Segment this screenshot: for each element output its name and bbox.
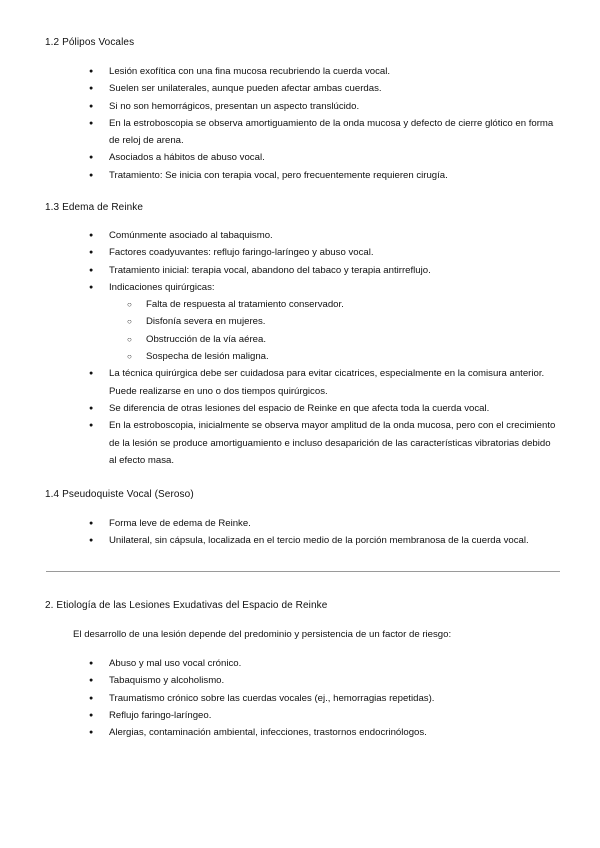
list-item: ● Alergias, contaminación ambiental, infecciones, trastornos endocrinólogos. — [0, 724, 600, 741]
list-item: ● Tratamiento: Se inicia con terapia vocal, pero frecuentemente requieren cirugía. — [0, 167, 600, 184]
etiologia-list — [0, 655, 600, 741]
list-item: ● Se diferencia de otras lesiones del espacio de Reinke en que afecta toda la cuerda vocal. — [0, 400, 600, 417]
intro-paragraph: El desarrollo de una lesión depende del predominio y persistencia de un factor de riesgo: — [73, 629, 452, 640]
list-item: ● La técnica quirúrgica debe ser cuidadosa para evitar cicatrices, especialmente en la comisura anterior. Puede realizarse en uno o dos tiempos quirúrgicos. — [0, 365, 600, 400]
list-item: ● Asociados a hábitos de abuso vocal. — [0, 149, 600, 166]
list-item: ● En la estroboscopia se observa amortiguamiento de la onda mucosa y defecto de cierre glótico en forma de reloj de arena. — [0, 115, 600, 150]
list-item: ● Indicaciones quirúrgicas: — [0, 279, 600, 296]
edema-list — [0, 227, 600, 469]
section-heading-edema: 1.3 Edema de Reinke — [45, 202, 144, 213]
list-item: ● Suelen ser unilaterales, aunque pueden afectar ambas cuerdas. — [0, 80, 600, 97]
section-heading-etiologia: 2. Etiología de las Lesiones Exudativas del Espacio de Reinke — [45, 600, 328, 611]
sub-list-item: ○ Falta de respuesta al tratamiento conservador. — [0, 296, 600, 313]
list-item: ● Reflujo faringo-laríngeo. — [0, 707, 600, 724]
list-item: ● Si no son hemorrágicos, presentan un aspecto translúcido. — [0, 98, 600, 115]
polipos-list — [0, 63, 600, 184]
list-item: ● Traumatismo crónico sobre las cuerdas vocales (ej., hemorragias repetidas). — [0, 690, 600, 707]
section-heading-pseudoquiste: 1.4 Pseudoquiste Vocal (Seroso) — [45, 489, 194, 500]
list-item: ● Comúnmente asociado al tabaquismo. — [0, 227, 600, 244]
sub-list-item: ○ Disfonía severa en mujeres. — [0, 313, 600, 330]
list-item: ● Tabaquismo y alcoholismo. — [0, 672, 600, 689]
sub-list-item: ○ Obstrucción de la vía aérea. — [0, 331, 600, 348]
sub-list-item: ○ Sospecha de lesión maligna. — [0, 348, 600, 365]
list-item: ● Tratamiento inicial: terapia vocal, abandono del tabaco y terapia antirreflujo. — [0, 262, 600, 279]
pseudoquiste-list — [0, 515, 600, 550]
horizontal-divider — [46, 571, 560, 572]
list-item: ● Factores coadyuvantes: reflujo faringo-laríngeo y abuso vocal. — [0, 244, 600, 261]
list-item: ● Abuso y mal uso vocal crónico. — [0, 655, 600, 672]
list-item: ● Lesión exofítica con una fina mucosa recubriendo la cuerda vocal. — [0, 63, 600, 80]
section-heading-polipos: 1.2 Pólipos Vocales — [45, 37, 135, 48]
list-item: ● En la estroboscopia, inicialmente se observa mayor amplitud de la onda mucosa, pero con el crecimiento de la lesión se produce amortiguamiento e incluso desaparición de las características vibratorias debido al efecto masa. — [0, 417, 600, 469]
list-item: ● Forma leve de edema de Reinke. — [0, 515, 600, 532]
list-item: ● Unilateral, sin cápsula, localizada en el tercio medio de la porción membranosa de la cuerda vocal. — [0, 532, 600, 549]
